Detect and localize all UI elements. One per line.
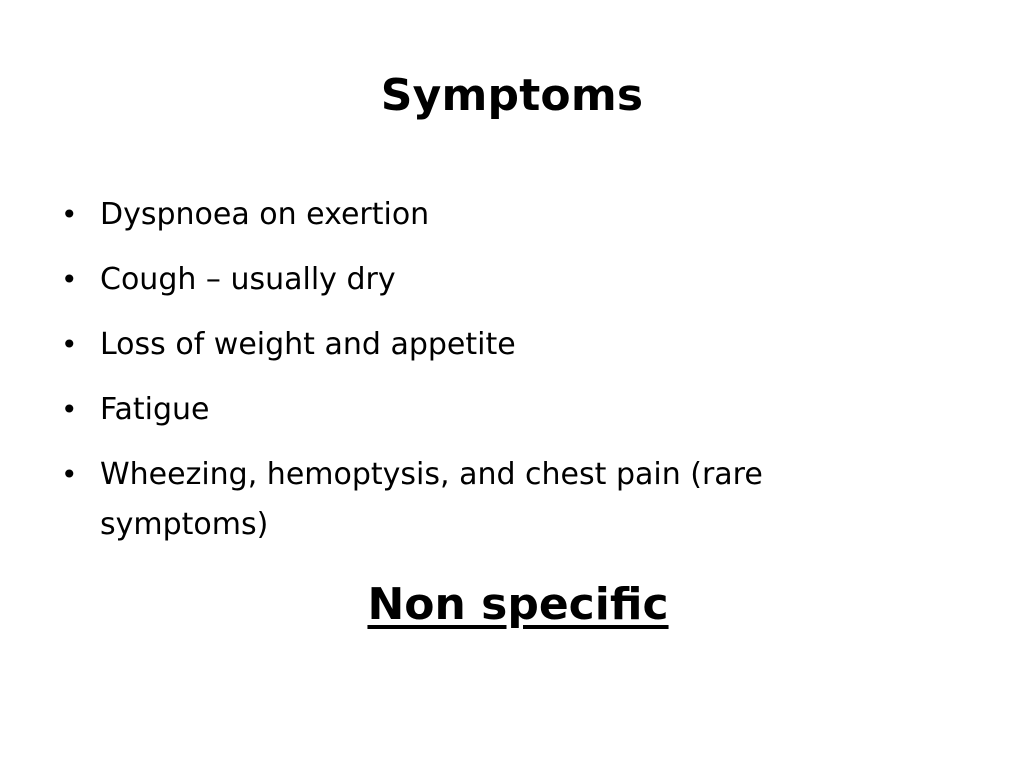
emphasis-text: Non specific bbox=[367, 579, 669, 630]
bullet-icon: • bbox=[61, 198, 78, 231]
list-item bbox=[60, 255, 940, 305]
list-item bbox=[60, 190, 940, 240]
bullet-icon: • bbox=[61, 458, 78, 491]
list-item bbox=[60, 450, 940, 550]
bullet-text: Loss of weight and appetite bbox=[100, 327, 516, 362]
list-item bbox=[60, 320, 940, 370]
bullet-text: Cough – usually dry bbox=[100, 262, 396, 297]
slide-title: Symptoms bbox=[380, 70, 644, 121]
bullet-icon: • bbox=[61, 328, 78, 361]
list-item bbox=[60, 385, 940, 435]
bullet-icon: • bbox=[61, 393, 78, 426]
bullet-text: Fatigue bbox=[100, 392, 210, 427]
bullet-icon: • bbox=[61, 263, 78, 296]
symptom-list bbox=[60, 190, 940, 565]
bullet-text: Dyspnoea on exertion bbox=[100, 197, 430, 232]
bullet-text: Wheezing, hemoptysis, and chest pain (rare symptoms) bbox=[100, 457, 763, 542]
